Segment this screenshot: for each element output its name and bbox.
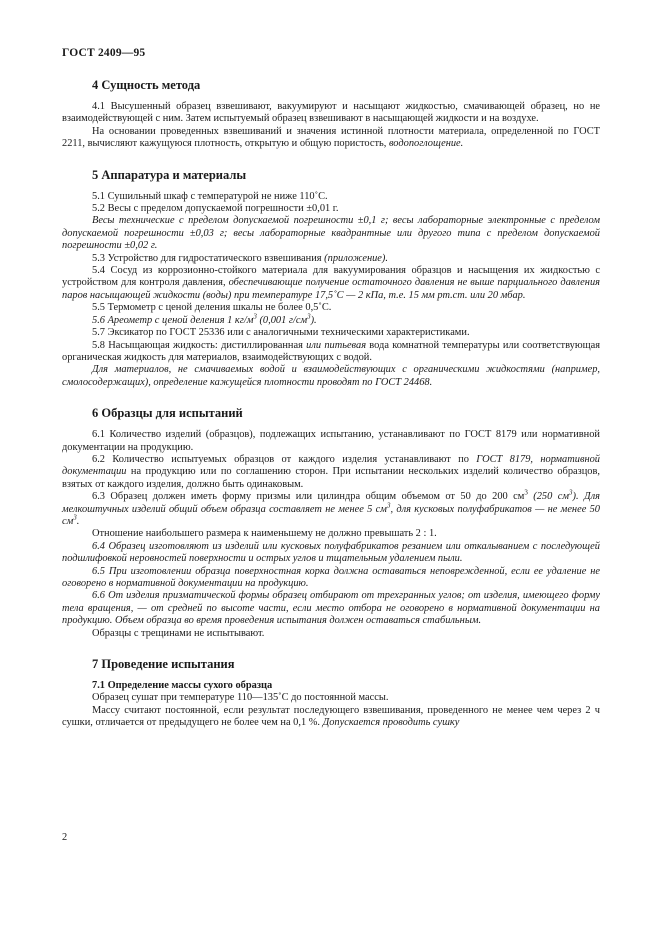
para-5-7: 5.7 Эксикатор по ГОСТ 25336 или с аналогичными техническими характеристиками. xyxy=(92,327,470,339)
para-5-4: 5.4 Сосуд из коррозионно-стойкого материала для вакуумирования образцов и насыщения их жидкостью с устройством для контроля давления, обеспечивающие получение остаточного давления не выше парциального давления паров насыщающей жидкости (воды) при температуре 17,5˚С — 2 кПа, т.е. 15 мм рт.ст. или 20 мбар. xyxy=(62,265,600,301)
para-5-8: 5.8 Насыщающая жидкость: дистиллированная или питьевая вода комнатной температуры или соответствующая органическая жидкость для материалов, взаимодействующих с водой. xyxy=(62,339,600,363)
para-5-2: 5.2 Весы с пределом допускаемой погрешности ±0,01 г. xyxy=(92,203,339,215)
subsection-7-1-title: 7.1 Определение массы сухого образца xyxy=(92,680,273,692)
para-6-3-ratio: Отношение наибольшего размера к наименьшему не должно превышать 2 : 1. xyxy=(92,528,437,540)
section-5-title: 5 Аппаратура и материалы xyxy=(92,167,247,182)
section-6-title: 6 Образцы для испытаний xyxy=(92,406,243,421)
section-4-title: 4 Сущность метода xyxy=(92,78,201,92)
para-7-1-a: Образец сушат при температуре 110—135˚С до постоянной массы. xyxy=(92,692,389,704)
section-7-title: 7 Проведение испытания xyxy=(92,657,235,672)
para-6-cracks: Образцы с трещинами не испытывают. xyxy=(92,627,265,639)
document-header: ГОСТ 2409—95 xyxy=(62,47,146,59)
para-6-2: 6.2 Количество испытуемых образцов от каждого изделия устанавливают по ГОСТ 8179, нормативной документации на продукцию или по соглашению сторон. При испытании нескольких изделий количество образцов, взятых от каждого изделия, должно быть одинаковым. xyxy=(62,453,600,490)
para-6-5: 6.5 При изготовлении образца поверхностная корка должна оставаться неповрежденной, если ее удаление не оговорено в нормативной документации на продукцию. xyxy=(62,565,600,589)
para-5-8-note: Для материалов, не смачиваемых водой и взаимодействующих с органическими жидкостями (например, смолосодержащих), определение кажущейся плотности проводят по ГОСТ 24468. xyxy=(62,364,600,388)
para-5-2-note: Весы технические с пределом допускаемой погрешности ±0,1 г; весы лабораторные электронные с пределом допускаемой погрешности ±0,03 г; весы лабораторные квадрантные или другого типа с пределом допускаемой погрешности ±0,02 г. xyxy=(62,215,600,252)
para-5-5: 5.5 Термометр с ценой деления шкалы не более 0,5˚С. xyxy=(92,302,332,314)
para-4-1: 4.1 Высушенный образец взвешивают, вакуумируют и насыщают жидкостью, смачивающей образец, но не взаимодействующей с ним. Затем испытуемый образец взвешивают в насыщающей жидкости и на воздухе. xyxy=(62,101,600,125)
page-number: 2 xyxy=(62,832,68,843)
para-6-4: 6.4 Образец изготовляют из изделий или кусковых полуфабрикатов резанием или откалыванием с последующей подшлифовкой неровностей поверхности и острых углов и тщательным удалением пыли. xyxy=(62,540,600,565)
para-4-2: На основании проведенных взвешиваний и значения истинной плотности материала, определенной по ГОСТ 2211, вычисляют кажущуюся плотность, открытую и общую пористость, водопоглощение. xyxy=(62,125,600,150)
para-5-1: 5.1 Сушильный шкаф с температурой не ниже 110˚С. xyxy=(92,190,328,202)
para-6-3: 6.3 Образец должен иметь форму призмы или цилиндра общим объемом от 50 до 200 $см^3$ (250 $см^3$). Для мелкоштучных изделий общий объем образца составляет не менее 5 $см^3$, для кусковых полуфабрикатов — не менее 50 $см^3$. xyxy=(62,488,600,527)
para-6-1: 6.1 Количество изделий (образцов), подлежащих испытанию, устанавливают по ГОСТ 8179 или нормативной документации на продукцию. xyxy=(62,429,600,453)
page-content xyxy=(62,64,600,730)
para-6-6: 6.6 От изделия призматической формы образец отбирают от трехгранных углов; от изделия, имеющего форму тела вращения, — от средней по высоте части, если место отбора не оговорено в нормативной документации на продукцию. Объем образца во время проведения испытания должен оставаться стабильным. xyxy=(62,590,600,627)
para-5-3: 5.3 Устройство для гидростатического взвешивания (приложение). xyxy=(92,252,388,264)
para-5-6: 5.6 Ареометр с ценой деления 1 $кг/м^3$ (0,001 $г/см^3$). xyxy=(92,312,317,326)
para-7-1-b: Массу считают постоянной, если результат последующего взвешивания, проведенного не менее чем через 2 ч сушки, отличается от предыдущего не более чем на 0,1 %. Допускается проводить сушку xyxy=(62,704,600,729)
